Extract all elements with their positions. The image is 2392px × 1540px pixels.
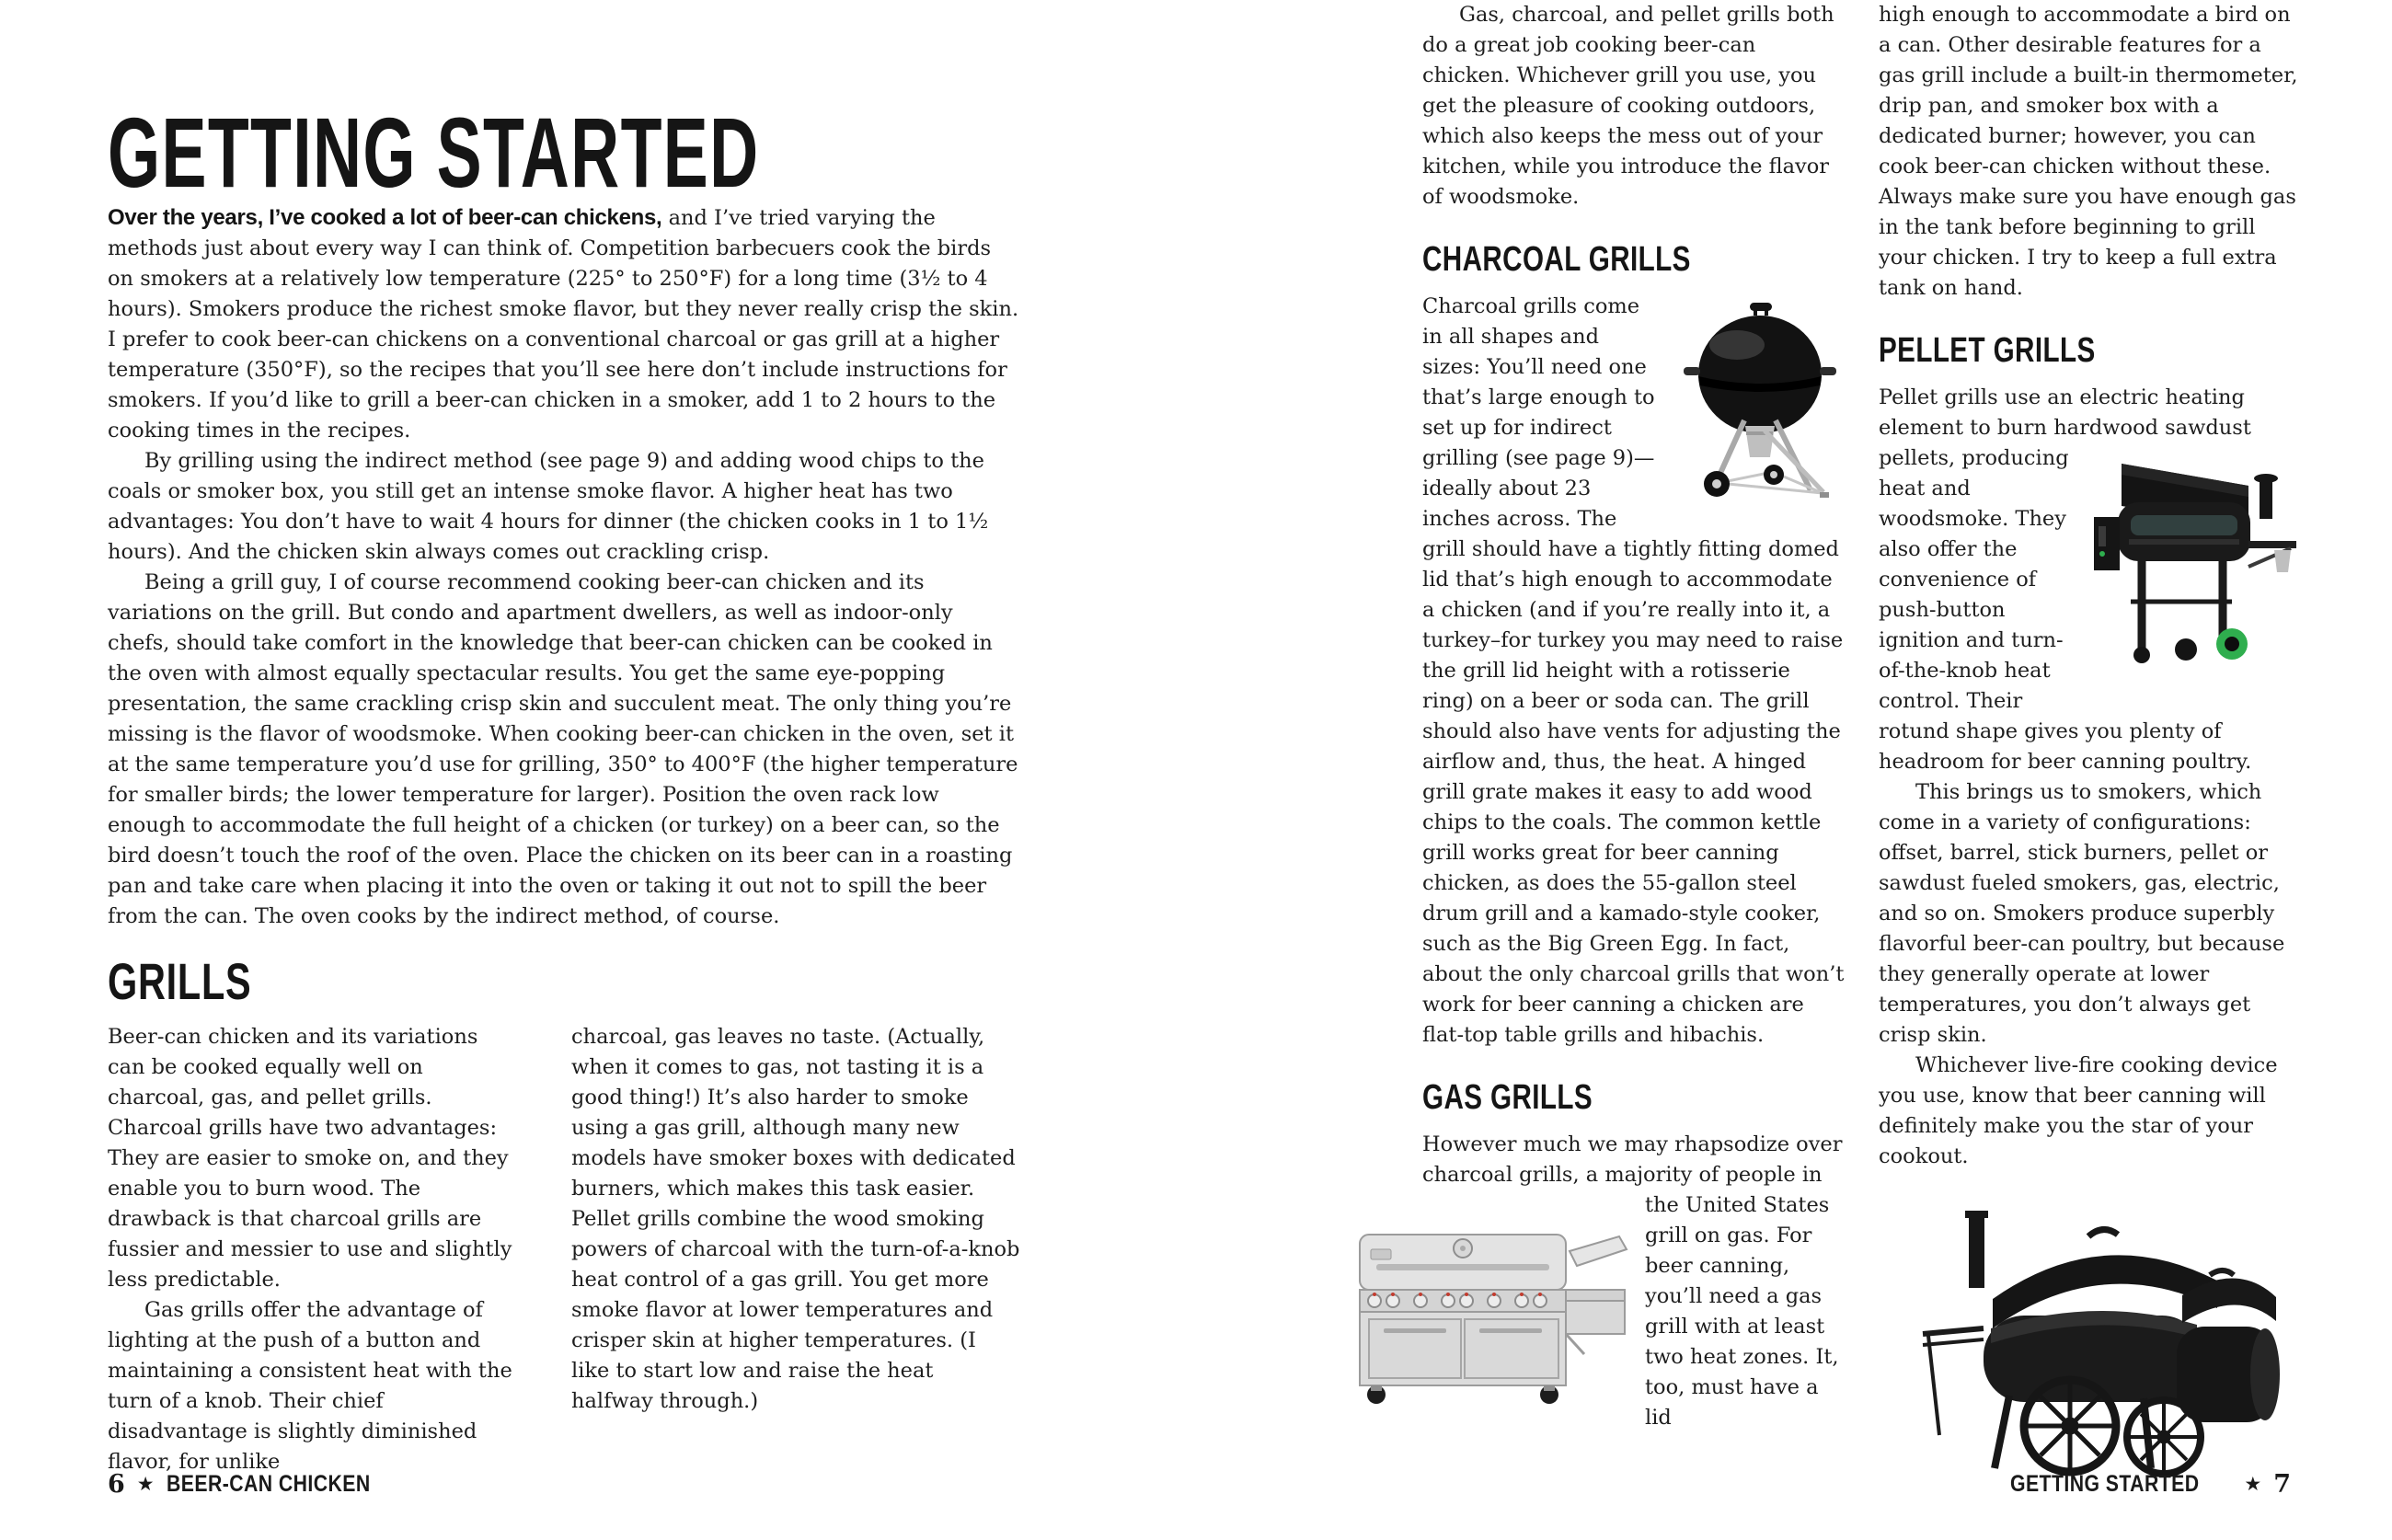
intro-lead-bold: Over the years, I’ve cooked a lot of beer-can chickens, — [108, 205, 662, 230]
grills-col1-paragraph-1: Beer-can chicken and its variations can be cooked equally well on charcoal, gas, and pellet grills. Charcoal grills have two advantages: They are easier to smoke on, and they enable you to burn wood. The drawback is that charcoal grills are fussier and messier to use and slightly less predictable. — [108, 1025, 512, 1292]
gas-grills-paragraph-continued: high enough to accommodate a bird on a can. Other desirable features for a gas grill include a built-in thermometer, drip pan, and smoker box with a dedicated burner; however, you can cook beer-can chicken without these. Always make sure you have enough gas in the tank before beginning to grill your chicken. I try to keep a full extra tank on hand. — [1879, 3, 2298, 300]
pellet-grill-illustration — [2094, 449, 2302, 675]
offset-smoker-image — [1914, 1207, 2282, 1481]
gas-grills-section — [1422, 1190, 1847, 1433]
grills-column-1 — [108, 1022, 518, 1477]
grills-heading: GRILLS — [108, 952, 252, 1010]
star-icon: ★ — [2244, 1473, 2262, 1495]
left-page-footer — [108, 1470, 406, 1499]
page-title: GETTING STARTED — [108, 97, 760, 208]
right-intro-paragraph: Gas, charcoal, and pellet grills both do a great job cooking beer-can chicken. Whichever grill you use, you get the pleasure of cooking outdoors, which also keeps the mess out of your kitchen, while you introduce the flavor of woodsmoke. — [1422, 3, 1834, 209]
right-running-head: GETTING STARTED — [2009, 1471, 2200, 1497]
paragraph-oven-method: Being a grill guy, I of course recommend cooking beer-can chicken and its variations on the grill. But condo and apartment dwellers, as well as indoor-only chefs, should take comfort in the knowledge that beer-can chicken can be cooked in the oven with almost equally spectacular results. You get the same eye-popping presentation, the same crackling crisp skin and succulent meat. The only thing you’re missing is the flavor of woodsmoke. When cooking beer-can chicken in the oven, set it at the same temperature you’d use for grilling, 350° to 400°F (the higher temperature for smaller birds; the lower temperature for larger). Position the oven rack low enough to accommodate the full height of a chicken (or turkey) on a beer can, so the bird doesn’t touch the roof of the oven. Place the chicken on its beer can in a roasting pan and take care when placing it into the oven or taking it out not to spill the beer from the can. The oven cooks by the indirect method, of course. — [108, 570, 1018, 928]
gas-grills-paragraph-wrap: the United States grill on gas. For beer canning, you’ll need a gas grill with at least two heat zones. It, too, must have a lid — [1645, 1193, 1839, 1430]
pellet-grills-paragraph-wrap: pellets, producing heat and woodsmoke. They also offer the convenience of push-button ignition and turn-of-the-knob heat control. Their — [1879, 446, 2069, 713]
gas-grill-illustration — [1352, 1198, 1630, 1413]
grills-column-2 — [571, 1022, 1020, 1477]
grills-col1-paragraph-2: Gas grills offer the advantage of lighting at the push of a button and maintaining a consistent heat with the turn of a knob. Their chief disadvantage is slightly diminished flavor, for unlike — [108, 1298, 512, 1474]
charcoal-grills-paragraph: Charcoal grills come in all shapes and sizes: You’ll need one that’s large enough to set up for indirect grilling (see page 9)—ideally about 23 inches across. The grill should have a tightly fitting domed lid that’s high enough to accommodate a chicken (and if you’re really into it, a turkey–for turkey you may need to raise the grill lid height with a rotisserie ring) on a beer or soda can. The grill should also have vents for adjusting the airflow and, thus, the heat. A hinged grill grate makes it easy to add wood chips to the coals. The common kettle grill works great for beer canning chicken, as does the 55-gallon steel drum grill and a kamado-style cooker, such as the Big Green Egg. In fact, about the only charcoal grills that won’t work for beer canning a chicken are flat-top table grills and hibachis. — [1422, 294, 1845, 1047]
grills-col2-paragraph: charcoal, gas leaves no taste. (Actually, when it comes to gas, not tasting it is a good thing!) It’s also harder to smoke using a gas grill, although many new models have smoker boxes with dedicated burners, which makes this task easier. Pellet grills combine the wood smoking powers of charcoal with the turn-of-a-knob heat control of a gas grill. You get more smoke flavor at lower temperatures and crisper skin at higher temperatures. (I like to start low and raise the heat halfway through.) — [571, 1025, 1020, 1413]
right-page-number: 7 — [2273, 1470, 2291, 1499]
paragraph-indirect-method: By grilling using the indirect method (see page 9) and adding wood chips to the coals or smoker box, you still get an intense smoke flavor. A higher heat has two advantages: You don’t have to wait 4 hours for dinner (the chicken cooks in 1 to 1½ hours). And the chicken skin always comes out crackling crisp. — [108, 449, 989, 564]
pellet-grills-heading: PELLET GRILLS — [1879, 331, 2096, 370]
pellet-grills-paragraph-tail: rotund shape gives you plenty of headroom for beer canning poultry. — [1879, 719, 2252, 774]
left-running-head: BEER-CAN CHICKEN — [166, 1471, 371, 1497]
gas-grill-image — [1352, 1198, 1630, 1413]
closing-paragraph: Whichever live-fire cooking device you use, know that beer canning will definitely make you the star of your cookout. — [1879, 1053, 2278, 1168]
intro-paragraph — [108, 202, 1020, 446]
charcoal-grills-section — [1422, 292, 1847, 1051]
left-page — [108, 0, 1020, 1477]
gas-grills-paragraph-lead: However much we may rhapsodize over charcoal grills, a majority of people in — [1422, 1132, 1843, 1187]
intro-lead-rest: and I’ve tried varying the methods just about every way I can think of. Competition barbecuers cook the birds on smokers at a relatively low temperature (225° to 250°F) for a long time (3½ to 4 hours). Smokers produce the richest smoke flavor, but they never really crisp the skin. I prefer to cook beer-can chickens on a conventional charcoal or gas grill at a higher temperature (350°F), so the recipes that you’ll see here don’t include instructions for smokers. If you’d like to grill a beer-can chicken in a smoker, add 1 to 2 hours to the cooking times in the recipes. — [108, 206, 1019, 442]
star-icon: ★ — [136, 1473, 155, 1495]
pellet-grills-section — [1879, 443, 2302, 717]
charcoal-kettle-grill-illustration — [1673, 297, 1847, 507]
grills-two-columns — [108, 1022, 1020, 1477]
smokers-paragraph: This brings us to smokers, which come in a variety of configurations: offset, barrel, stick burners, pellet or sawdust fueled smokers, gas, electric, and so on. Smokers produce superbly flavorful beer-can poultry, but because they generally operate at lower temperatures, you don’t always get crisp skin. — [1879, 780, 2285, 1047]
charcoal-grills-heading: CHARCOAL GRILLS — [1422, 240, 1691, 279]
offset-smoker-illustration — [1914, 1207, 2282, 1481]
right-page-column-1 — [1422, 0, 1847, 1433]
left-page-number: 6 — [108, 1470, 125, 1499]
right-page-footer — [2010, 1470, 2291, 1499]
pellet-grill-image — [2094, 449, 2302, 675]
right-page-column-2 — [1879, 0, 2302, 1481]
pellet-grills-paragraph-lead: Pellet grills use an electric heating element to burn hardwood sawdust — [1879, 385, 2251, 440]
gas-grills-heading: GAS GRILLS — [1422, 1078, 1593, 1117]
charcoal-kettle-grill-image — [1673, 297, 1847, 507]
